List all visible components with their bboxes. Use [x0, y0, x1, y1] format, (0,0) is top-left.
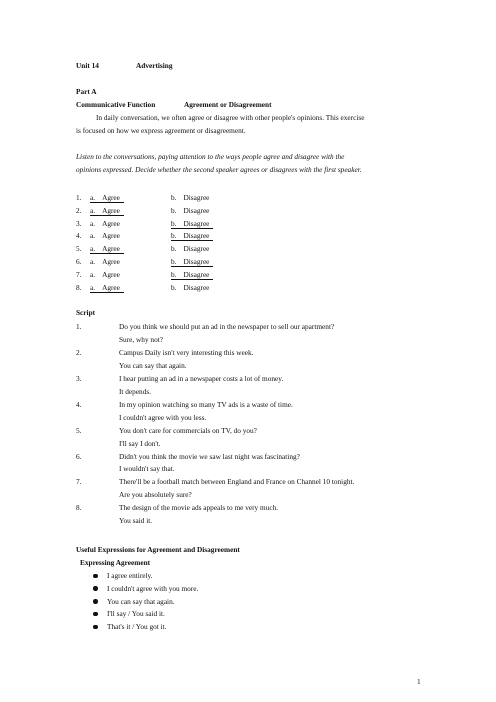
option-a [90, 270, 120, 279]
option-a [90, 257, 120, 266]
script-number: 3. [76, 373, 82, 383]
option-b-letter: b. [171, 218, 177, 228]
option-b [171, 231, 213, 241]
option-b-text: Disagree [183, 205, 210, 215]
option-a-text: Agree [102, 257, 120, 266]
expression-item: I agree entirely. [107, 571, 153, 580]
expression-item: I'll say / You said it. [107, 609, 165, 619]
option-a [90, 283, 124, 293]
option-a [90, 231, 120, 240]
intro-line-1: In daily conversation, we often agree or disagree with other people's opinions. This exercise [96, 113, 365, 122]
option-b-text: Disagree [183, 269, 210, 279]
option-b [171, 244, 209, 253]
script-prompt: Do you think we should put an ad in the newspaper to sell our apartment? [119, 322, 335, 331]
instructions-line-1: Listen to the conversations, paying attention to the ways people agree and disagree with the [76, 152, 345, 161]
script-prompt: You don't care for commercials on TV, do you? [119, 425, 257, 435]
useful-heading: Useful Expressions for Agreement and Disagreement [76, 545, 240, 554]
bullet-icon [93, 599, 98, 604]
answer-number: 7. [76, 269, 82, 279]
script-number: 6. [76, 451, 82, 461]
part-heading: Part A [76, 87, 97, 96]
option-a-text: Agree [102, 282, 120, 292]
useful-subheading: Expressing Agreement [80, 558, 151, 567]
answer-number: 3. [76, 218, 82, 228]
script-number: 5. [76, 425, 82, 435]
option-b-letter: b. [171, 282, 177, 292]
option-a-text: Agree [102, 205, 120, 215]
option-b-text: Disagree [183, 257, 210, 266]
option-a-letter: a. [90, 244, 96, 254]
answer-number: 1. [76, 193, 82, 202]
script-response: You can say that again. [119, 360, 187, 370]
answer-number: 6. [76, 257, 82, 266]
script-prompt: I hear putting an ad in a newspaper costs a lot of money. [119, 373, 284, 383]
option-a [90, 244, 124, 254]
option-a-letter: a. [90, 218, 96, 228]
answer-number: 5. [76, 244, 82, 254]
answer-number: 2. [76, 205, 82, 215]
option-a-letter: a. [90, 282, 96, 292]
answer-number: 8. [76, 282, 82, 292]
script-number: 2. [76, 347, 82, 357]
option-a-text: Agree [102, 193, 120, 202]
option-a-letter: a. [90, 231, 96, 241]
script-number: 1. [76, 322, 82, 331]
script-prompt: In my opinion watching so many TV ads is a waste of time. [119, 399, 293, 409]
script-response: I wouldn't say that. [119, 464, 175, 474]
option-b [171, 193, 209, 202]
script-number: 4. [76, 399, 82, 409]
expression-item: I couldn't agree with you more. [107, 583, 199, 593]
option-b-text: Disagree [183, 282, 210, 292]
option-a [90, 193, 124, 203]
option-a-letter: a. [90, 205, 96, 215]
option-a-text: Agree [102, 218, 120, 228]
script-prompt: There'll be a football match between England and France on Channel 10 tonight. [119, 477, 355, 487]
script-prompt: The design of the movie ads appeals to me very much. [119, 503, 279, 513]
script-prompt: Didn't you think the movie we saw last night was fascinating? [119, 451, 300, 461]
option-b [171, 257, 213, 267]
option-b [171, 270, 213, 280]
script-response: You said it. [119, 516, 153, 526]
function-label: Communicative Function [76, 100, 156, 109]
option-a-letter: a. [90, 257, 96, 266]
option-b-letter: b. [171, 269, 177, 279]
option-a [90, 219, 120, 228]
bullet-icon [93, 612, 98, 617]
option-b [171, 219, 213, 229]
option-b-letter: b. [171, 231, 177, 241]
option-b-letter: b. [171, 244, 177, 254]
option-a-text: Agree [102, 231, 120, 241]
unit-number: Unit 14 [76, 61, 99, 70]
option-b-letter: b. [171, 257, 177, 266]
option-b-text: Disagree [183, 244, 210, 254]
option-a-text: Agree [102, 244, 120, 254]
option-b [171, 206, 209, 215]
bullet-icon [93, 574, 98, 579]
bullet-icon [93, 586, 98, 591]
option-b-text: Disagree [183, 231, 210, 241]
script-response: It depends. [119, 386, 152, 396]
option-b-text: Disagree [183, 218, 210, 228]
script-response: I'll say I don't. [119, 438, 161, 448]
option-b-letter: b. [171, 205, 177, 215]
function-title: Agreement or Disagreement [184, 100, 272, 109]
script-response: Are you absolutely sure? [119, 490, 192, 500]
intro-line-2: is focused on how we express agreement or disagreement. [76, 126, 246, 135]
expression-item: That's it / You got it. [107, 622, 167, 632]
script-prompt: Campus Daily isn't very interesting this week. [119, 347, 254, 357]
script-number: 7. [76, 477, 82, 487]
script-response: I couldn't agree with you less. [119, 412, 207, 422]
answer-number: 4. [76, 231, 82, 241]
option-b-text: Disagree [183, 193, 210, 202]
page-number: 1 [417, 677, 421, 686]
script-response: Sure, why not? [119, 334, 163, 344]
script-heading: Script [76, 308, 96, 317]
option-a [90, 206, 124, 216]
option-a-text: Agree [102, 269, 120, 279]
option-a-letter: a. [90, 269, 96, 279]
instructions-line-2: opinions expressed. Decide whether the second speaker agrees or disagrees with the first speaker. [76, 165, 362, 174]
option-b [171, 283, 209, 292]
expression-item: You can say that again. [107, 596, 175, 606]
script-number: 8. [76, 503, 82, 513]
option-b-letter: b. [171, 193, 177, 202]
unit-title: Advertising [136, 61, 173, 70]
option-a-letter: a. [90, 193, 96, 202]
bullet-icon [93, 625, 98, 630]
